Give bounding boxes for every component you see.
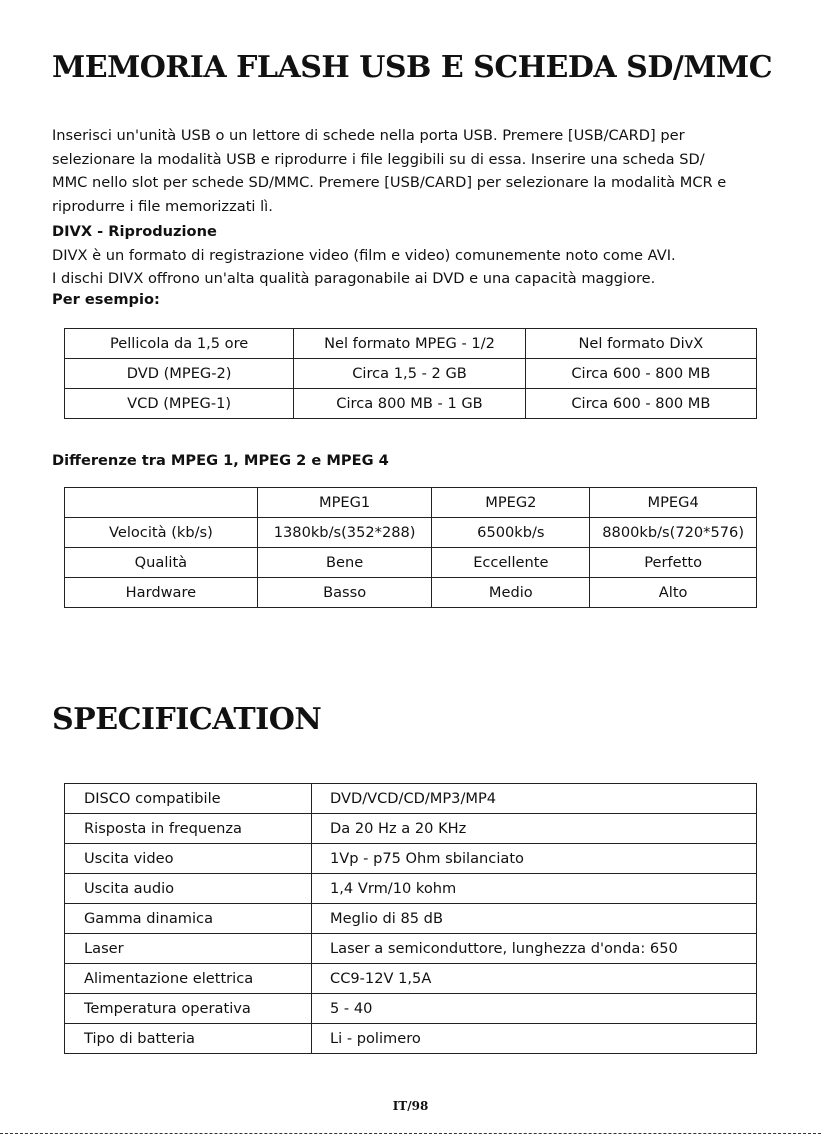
table-row <box>65 964 757 994</box>
spec-label: DISCO compatibile <box>65 784 312 814</box>
spec-label: Uscita video <box>65 844 312 874</box>
table-cell: Velocità (kb/s) <box>65 518 258 548</box>
table-row <box>65 874 757 904</box>
divx-heading: DIVX - Riproduzione <box>52 223 217 240</box>
example-heading: Per esempio: <box>52 291 160 308</box>
table-row <box>65 844 757 874</box>
section-title-specification: SPECIFICATION <box>52 702 322 737</box>
spec-value: Laser a semiconduttore, lunghezza d'onda: 650 <box>312 934 757 964</box>
table-cell: 6500kb/s <box>432 518 590 548</box>
spec-label: Laser <box>65 934 312 964</box>
table-row <box>65 904 757 934</box>
spec-label: Temperatura operativa <box>65 994 312 1024</box>
formats-table <box>64 328 757 419</box>
divx-line: DIVX è un formato di registrazione video (film e video) comunemente noto come AVI. <box>52 246 676 264</box>
table-cell: MPEG1 <box>257 488 432 518</box>
table-cell: Circa 800 MB - 1 GB <box>294 389 526 419</box>
spec-value: 1Vp - p75 Ohm sbilanciato <box>312 844 757 874</box>
spec-value: Li - polimero <box>312 1024 757 1054</box>
table-row <box>65 934 757 964</box>
table-row <box>65 814 757 844</box>
spec-label: Alimentazione elettrica <box>65 964 312 994</box>
table-cell: Circa 600 - 800 MB <box>525 389 756 419</box>
table-row <box>65 518 757 548</box>
spec-value: 5 - 40 <box>312 994 757 1024</box>
mpeg-comparison-table <box>64 487 757 608</box>
table-cell: Pellicola da 1,5 ore <box>65 329 294 359</box>
mpeg-diff-heading: Differenze tra MPEG 1, MPEG 2 e MPEG 4 <box>52 452 389 469</box>
spec-value: Da 20 Hz a 20 KHz <box>312 814 757 844</box>
specification-table <box>64 783 757 1054</box>
section-title-usb-sd: MEMORIA FLASH USB E SCHEDA SD/MMC <box>52 50 773 85</box>
spec-value: 1,4 Vrm/10 kohm <box>312 874 757 904</box>
table-cell: VCD (MPEG-1) <box>65 389 294 419</box>
table-row <box>65 389 757 419</box>
spec-value: CC9-12V 1,5A <box>312 964 757 994</box>
table-cell: MPEG4 <box>590 488 757 518</box>
spec-value: DVD/VCD/CD/MP3/MP4 <box>312 784 757 814</box>
spec-label: Tipo di batteria <box>65 1024 312 1054</box>
spec-value: Meglio di 85 dB <box>312 904 757 934</box>
table-cell: 8800kb/s(720*576) <box>590 518 757 548</box>
table-row <box>65 578 757 608</box>
table-cell: 1380kb/s(352*288) <box>257 518 432 548</box>
spec-label: Risposta in frequenza <box>65 814 312 844</box>
divx-section <box>52 220 767 291</box>
table-row <box>65 1024 757 1054</box>
table-row <box>65 359 757 389</box>
intro-line: MMC nello slot per schede SD/MMC. Premere [USB/CARD] per selezionare la modalità MCR e <box>52 174 727 191</box>
table-cell: Circa 1,5 - 2 GB <box>294 359 526 389</box>
table-cell: Qualità <box>65 548 258 578</box>
intro-line: Inserisci un'unità USB o un lettore di schede nella porta USB. Premere [USB/CARD] per <box>52 127 685 144</box>
table-cell: Perfetto <box>590 548 757 578</box>
table-cell: DVD (MPEG-2) <box>65 359 294 389</box>
table-row <box>65 488 757 518</box>
spec-label: Uscita audio <box>65 874 312 904</box>
page-number: IT/98 <box>392 1099 429 1113</box>
table-cell: Bene <box>257 548 432 578</box>
page-bottom-divider <box>0 1133 821 1134</box>
intro-line: riprodurre i file memorizzati lì. <box>52 197 273 215</box>
intro-paragraph <box>52 124 767 218</box>
table-cell: Medio <box>432 578 590 608</box>
divx-line: I dischi DIVX offrono un'alta qualità paragonabile ai DVD e una capacità maggiore. <box>52 270 656 287</box>
table-cell: Hardware <box>65 578 258 608</box>
table-cell: Eccellente <box>432 548 590 578</box>
table-cell: Circa 600 - 800 MB <box>525 359 756 389</box>
table-row <box>65 784 757 814</box>
intro-line: selezionare la modalità USB e riprodurre i file leggibili su di essa. Inserire una scheda SD/ <box>52 150 705 168</box>
table-row <box>65 329 757 359</box>
spec-label: Gamma dinamica <box>65 904 312 934</box>
table-cell: Nel formato MPEG - 1/2 <box>294 329 526 359</box>
table-row <box>65 994 757 1024</box>
table-cell: Alto <box>590 578 757 608</box>
table-cell <box>65 488 258 518</box>
table-cell: Basso <box>257 578 432 608</box>
table-row <box>65 548 757 578</box>
table-cell: Nel formato DivX <box>525 329 756 359</box>
table-cell: MPEG2 <box>432 488 590 518</box>
